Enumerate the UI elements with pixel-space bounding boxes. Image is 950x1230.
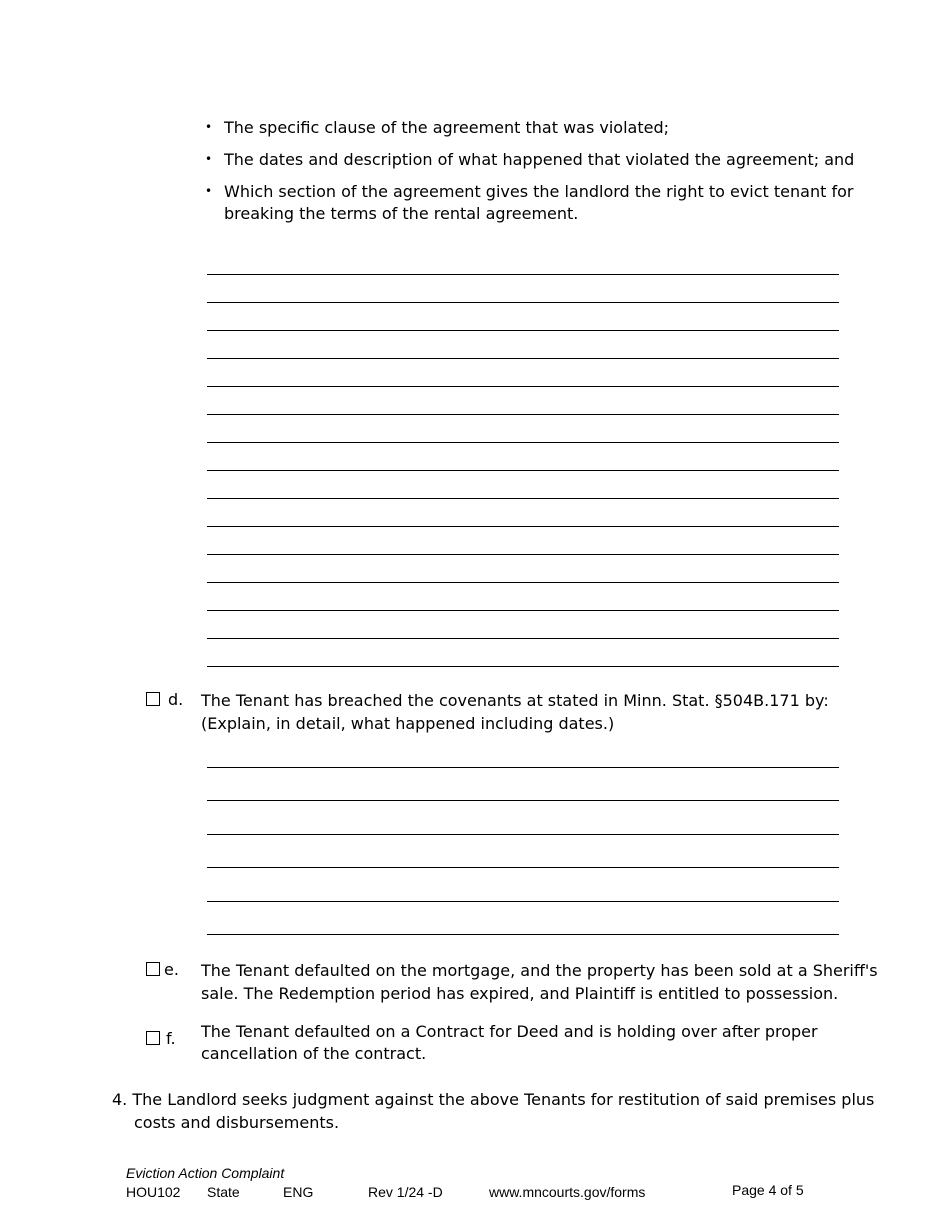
item-d-letter: d. <box>168 690 184 709</box>
footer-form-title: Eviction Action Complaint <box>126 1165 285 1181</box>
writing-line[interactable] <box>207 498 839 499</box>
item-d-text: The Tenant has breached the covenants at stated in Minn. Stat. §504B.171 by: <box>201 691 829 710</box>
writing-line[interactable] <box>207 386 839 387</box>
bullet-text: The specific clause of the agreement that was violated; <box>224 118 669 137</box>
writing-line[interactable] <box>207 901 839 902</box>
checkbox-e[interactable] <box>146 962 160 976</box>
writing-line[interactable] <box>207 867 839 868</box>
writing-line[interactable] <box>207 274 839 275</box>
writing-line[interactable] <box>207 834 839 835</box>
bullet-text: Which section of the agreement gives the landlord the right to evict tenant for <box>224 182 854 201</box>
footer-language: ENG <box>283 1184 314 1200</box>
writing-line[interactable] <box>207 610 839 611</box>
item-d-instruction: (Explain, in detail, what happened including dates.) <box>201 714 615 733</box>
item-e-text: The Tenant defaulted on the mortgage, and the property has been sold at a Sheriff's <box>201 961 878 980</box>
writing-line[interactable] <box>207 582 839 583</box>
writing-line[interactable] <box>207 442 839 443</box>
writing-line[interactable] <box>207 638 839 639</box>
footer-website: www.mncourts.gov/forms <box>489 1184 646 1200</box>
writing-line[interactable] <box>207 414 839 415</box>
bullet-text: The dates and description of what happened that violated the agreement; and <box>224 150 855 169</box>
writing-line[interactable] <box>207 800 839 801</box>
bullet-dot: • <box>205 120 213 134</box>
item-f-letter: f. <box>166 1029 176 1048</box>
writing-line[interactable] <box>207 666 839 667</box>
section-4-text-continuation: costs and disbursements. <box>134 1113 340 1132</box>
writing-line[interactable] <box>207 554 839 555</box>
item-f-text: The Tenant defaulted on a Contract for Deed and is holding over after proper <box>201 1022 818 1041</box>
writing-line[interactable] <box>207 934 839 935</box>
writing-line[interactable] <box>207 526 839 527</box>
item-e-letter: e. <box>164 960 179 979</box>
footer-state: State <box>207 1184 240 1200</box>
footer-form-code: HOU102 <box>126 1184 181 1200</box>
footer-page-number: Page 4 of 5 <box>732 1182 804 1198</box>
section-4-text: 4. The Landlord seeks judgment against the above Tenants for restitution of said premises plus <box>112 1090 875 1109</box>
item-e-text-continuation: sale. The Redemption period has expired, and Plaintiff is entitled to possession. <box>201 984 839 1003</box>
writing-line[interactable] <box>207 470 839 471</box>
writing-line[interactable] <box>207 302 839 303</box>
bullet-dot: • <box>205 184 213 198</box>
writing-line[interactable] <box>207 767 839 768</box>
checkbox-f[interactable] <box>146 1031 160 1045</box>
footer-revision: Rev 1/24 -D <box>368 1184 443 1200</box>
writing-line[interactable] <box>207 358 839 359</box>
checkbox-d[interactable] <box>146 692 160 706</box>
item-f-text-continuation: cancellation of the contract. <box>201 1044 427 1063</box>
writing-line[interactable] <box>207 330 839 331</box>
bullet-dot: • <box>205 152 213 166</box>
bullet-text-continuation: breaking the terms of the rental agreement. <box>224 204 579 223</box>
